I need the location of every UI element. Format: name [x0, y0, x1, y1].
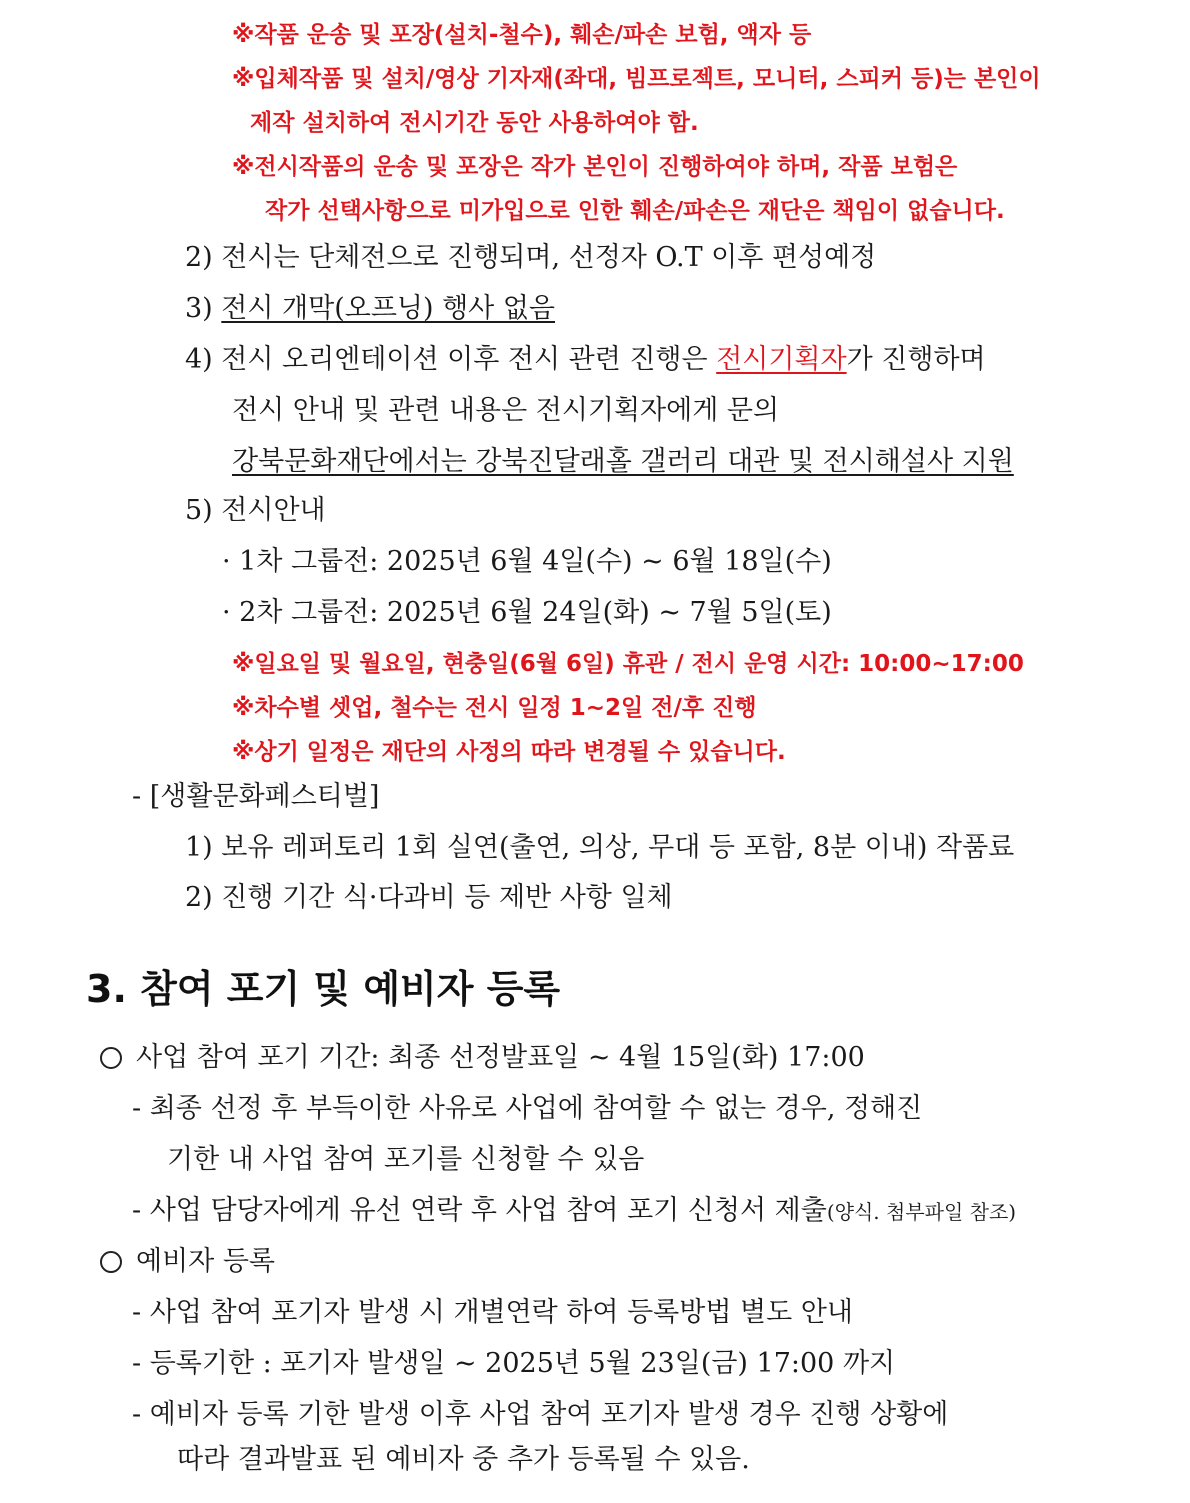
- dash-item-reserve-contact: - 사업 참여 포기자 발생 시 개별연락 하여 등록방법 별도 안내: [132, 1297, 853, 1328]
- dash-item-withdrawal-reason: - 최종 선정 후 부득이한 사유로 사업에 참여할 수 없는 경우, 정해진: [132, 1093, 923, 1124]
- circle-bullet-icon: [100, 1047, 122, 1069]
- bullet-group-1: · 1차 그룹전: 2025년 6월 4일(수) ~ 6월 18일(수): [222, 546, 832, 577]
- withdrawal-form-text: - 사업 담당자에게 유선 연락 후 사업 참여 포기 신청서 제출: [132, 1195, 827, 1226]
- dash-item-reserve-additional-cont: 따라 결과발표 된 예비자 중 추가 등록될 수 있음.: [177, 1444, 750, 1475]
- note-installation-equipment-cont: 제작 설치하여 전시기간 동안 사용하여야 함.: [250, 110, 699, 136]
- item-3-text: 전시 개막(오프닝) 행사 없음: [221, 293, 556, 324]
- festival-item-1: 1) 보유 레퍼토리 1회 실연(출연, 의상, 무대 등 포함, 8분 이내) 작품료: [185, 832, 1015, 863]
- withdrawal-period-text: 사업 참여 포기 기간: 최종 선정발표일 ~ 4월 15일(화) 17:00: [136, 1042, 865, 1073]
- note-installation-equipment: ※입체작품 및 설치/영상 기자재(좌대, 빔프로젝트, 모니터, 스피커 등)는 본인이: [232, 66, 1041, 92]
- item-4-text-a: 4) 전시 오리엔테이션 이후 전시 관련 진행은: [185, 344, 717, 375]
- item-2-group-exhibition: 2) 전시는 단체전으로 진행되며, 선정자 O.T 이후 편성예정: [185, 242, 877, 273]
- note-transport-responsibility-cont: 작가 선택사항으로 미가입으로 인한 훼손/파손은 재단은 책임이 없습니다.: [265, 198, 1005, 224]
- dash-item-withdrawal-reason-cont: 기한 내 사업 참여 포기를 신청할 수 있음: [167, 1144, 645, 1175]
- note-shipping-insurance: ※작품 운송 및 포장(설치-철수), 훼손/파손 보험, 액자 등: [232, 22, 812, 48]
- item-4-foundation-support: 강북문화재단에서는 강북진달래홀 갤러리 대관 및 전시해설사 지원: [232, 446, 1014, 477]
- item-3-no-opening: [185, 292, 555, 326]
- dash-item-withdrawal-form: [132, 1194, 1016, 1229]
- dash-item-reserve-additional: - 예비자 등록 기한 발생 이후 사업 참여 포기자 발생 경우 진행 상황에: [132, 1399, 949, 1430]
- reserve-registration-text: 예비자 등록: [136, 1246, 275, 1277]
- item-4-highlight: 전시기획자: [716, 344, 847, 375]
- note-closed-days: ※일요일 및 월요일, 현충일(6월 6일) 휴관 / 전시 운영 시간: 10:00~17:00: [232, 651, 1024, 677]
- circle-item-withdrawal-period: [100, 1041, 865, 1075]
- dash-item-reserve-deadline: - 등록기한 : 포기자 발생일 ~ 2025년 5월 23일(금) 17:00 까지: [132, 1348, 896, 1379]
- festival-item-2: 2) 진행 기간 식·다과비 등 제반 사항 일체: [185, 882, 673, 913]
- note-transport-responsibility: ※전시작품의 운송 및 포장은 작가 본인이 진행하여야 하며, 작품 보험은: [232, 154, 958, 180]
- withdrawal-form-note: (양식. 첨부파일 참조): [826, 1200, 1017, 1224]
- note-schedule-change: ※상기 일정은 재단의 사정의 따라 변경될 수 있습니다.: [232, 739, 786, 765]
- item-4-contact: 전시 안내 및 관련 내용은 전시기획자에게 문의: [232, 395, 780, 426]
- item-5-exhibition-guide: 5) 전시안내: [185, 495, 326, 526]
- section-3-heading: 3. 참여 포기 및 예비자 등록: [86, 967, 561, 1011]
- note-setup-teardown: ※차수별 셋업, 철수는 전시 일정 1~2일 전/후 진행: [232, 695, 757, 721]
- bullet-group-2: · 2차 그룹전: 2025년 6월 24일(화) ~ 7월 5일(토): [222, 597, 832, 628]
- item-4-curator: [185, 343, 986, 377]
- item-4-text-b: 가 진행하며: [846, 344, 986, 375]
- festival-title: - [생활문화페스티벌]: [132, 781, 380, 812]
- circle-bullet-icon: [100, 1251, 122, 1273]
- circle-item-reserve-registration: [100, 1245, 275, 1279]
- item-3-number: 3): [185, 293, 222, 324]
